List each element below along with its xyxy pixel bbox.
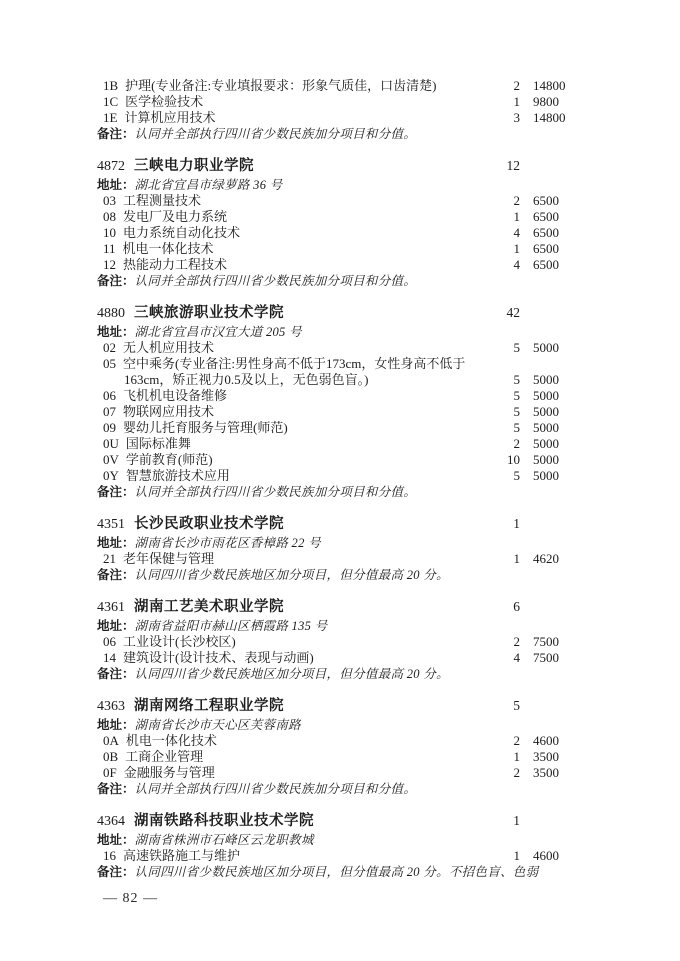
remark-label: 备注： [97,274,135,288]
major-tuition-fee: 6500 [533,257,559,272]
major-name-cell [97,209,490,225]
major-name: 学前教育(师范) [125,452,213,467]
major-tuition-fee: 5000 [533,420,559,435]
major-tuition-fee: 9800 [533,94,559,109]
institution-address-line [97,535,565,551]
major-name: 高速铁路施工与维护 [123,848,241,863]
major-row [97,193,565,209]
major-plan-count: 5 [513,372,520,387]
major-name: 婴幼儿托育服务与管理(师范) [123,420,288,435]
remark-line [97,666,565,682]
major-name-cell [97,241,490,257]
address-text: 湖南省益阳市赫山区栖霞路 135 号 [134,619,328,633]
major-code: 05 [103,356,116,371]
institution-address-line [97,717,565,733]
major-tuition-fee: 14800 [533,78,566,93]
major-code: 0F [103,765,117,780]
institution-code: 4880 [97,306,125,321]
institution-block [97,303,565,500]
institution-code: 4364 [97,814,125,829]
institution-plan-total: 5 [513,698,520,713]
major-name-cell [97,257,490,273]
institution-block [97,514,565,583]
major-row [97,468,565,484]
major-name: 电力系统自动化技术 [123,225,241,240]
major-tuition-fee: 4620 [533,551,559,566]
institution-header [97,811,565,830]
major-tuition-fee: 4600 [533,848,559,863]
major-row [97,733,565,749]
major-tuition-fee: 7500 [533,634,559,649]
major-plan-count: 4 [513,257,520,272]
institution-code: 4351 [97,517,125,532]
major-tuition-fee: 7500 [533,650,559,665]
major-code: 0Y [103,468,119,483]
institution-name: 湖南工艺美术职业学院 [134,599,284,615]
institution-plan-total: 1 [513,516,520,531]
major-tuition-fee: 5000 [533,436,559,451]
remark-label: 备注： [97,568,135,582]
major-name-cell [97,78,490,94]
remark-label: 备注： [97,127,135,141]
major-plan-count: 1 [513,241,520,256]
major-code: 21 [103,551,116,566]
major-name-cell [97,193,490,209]
major-tuition-fee: 5000 [533,388,559,403]
major-row [97,452,565,468]
institution-code: 4361 [97,600,125,615]
major-row [97,634,565,650]
institution-address-line [97,177,565,193]
major-code: 0V [103,452,119,467]
institution-block [97,156,565,289]
address-text: 湖北省宜昌市汉宜大道 205 号 [134,325,302,339]
address-text: 湖南省株洲市石峰区云龙职教城 [134,833,314,847]
institution-plan-total: 42 [506,305,520,320]
continued-institution-block [97,78,565,142]
institution-block [97,811,565,880]
major-tuition-fee: 4600 [533,733,559,748]
major-code: 1C [103,94,119,109]
major-name: 智慧旅游技术应用 [125,468,230,483]
address-text: 湖北省宜昌市绿萝路 36 号 [134,178,283,192]
major-tuition-fee: 5000 [533,372,559,387]
major-plan-count: 2 [513,733,520,748]
major-code: 06 [103,634,116,649]
address-label: 地址： [97,718,135,732]
major-plan-count: 5 [513,404,520,419]
address-label: 地址： [97,619,135,633]
remark-text: 认同并全部执行四川省少数民族加分项目和分值。 [134,485,417,499]
major-row [97,420,565,436]
remark-label: 备注： [97,485,135,499]
address-label: 地址： [97,536,135,550]
major-plan-count: 5 [513,468,520,483]
major-name: 金融服务与管理 [123,765,215,780]
major-name-cell [97,650,490,666]
major-code: 0B [103,749,119,764]
remark-line [97,126,565,142]
major-row [97,765,565,781]
remark-label: 备注： [97,782,135,796]
major-plan-count: 1 [513,749,520,764]
major-code: 16 [103,848,116,863]
major-name-cell [97,356,490,388]
major-code: 02 [103,340,116,355]
major-code: 1B [103,78,119,93]
major-row [97,340,565,356]
institution-header [97,303,565,322]
institution-name: 湖南铁路科技职业技术学院 [134,813,314,829]
major-tuition-fee: 14800 [533,110,566,125]
major-name-cell [97,420,490,436]
major-name-cell [97,340,490,356]
major-row [97,78,565,94]
major-plan-count: 4 [513,650,520,665]
remark-text: 认同并全部执行四川省少数民族加分项目和分值。 [134,274,417,288]
major-code: 0U [103,436,119,451]
major-name: 机电一体化技术 [122,241,214,256]
major-row [97,257,565,273]
institution-name: 三峡旅游职业技术学院 [134,305,284,321]
major-row [97,94,565,110]
major-tuition-fee: 5000 [533,340,559,355]
major-name: 发电厂及电力系统 [123,209,228,224]
major-name-cell [97,634,490,650]
major-tuition-fee: 6500 [533,225,559,240]
major-name: 机电一体化技术 [125,733,217,748]
major-tuition-fee: 3500 [533,765,559,780]
major-name: 物联网应用技术 [123,404,215,419]
major-name-cell [97,388,490,404]
major-plan-count: 2 [513,436,520,451]
major-name: 热能动力工程技术 [123,257,228,272]
remark-label: 备注： [97,865,135,879]
institution-address-line [97,324,565,340]
major-row [97,404,565,420]
major-code: 07 [103,404,116,419]
institution-header [97,597,565,616]
major-name: 空中乘务(专业备注:男性身高不低于173cm，女性身高不低于163cm，矫正视力0.5及以上，无色弱色盲。) [123,356,466,387]
institution-plan-total: 6 [513,599,520,614]
major-row [97,110,565,126]
institution-name: 湖南网络工程职业学院 [134,698,284,714]
major-row [97,436,565,452]
major-name: 工商企业管理 [125,749,204,764]
major-name-cell [97,468,490,484]
major-name: 无人机应用技术 [123,340,215,355]
major-plan-count: 3 [513,110,520,125]
institution-header [97,156,565,175]
major-row [97,356,565,388]
major-code: 09 [103,420,116,435]
major-row [97,749,565,765]
major-plan-count: 2 [513,78,520,93]
major-name: 老年保健与管理 [123,551,215,566]
major-name: 工业设计(长沙校区) [123,634,236,649]
major-code: 0A [103,733,119,748]
major-name: 计算机应用技术 [124,110,216,125]
institution-address-line [97,832,565,848]
institution-address-line [97,618,565,634]
major-tuition-fee: 5000 [533,404,559,419]
major-name-cell [97,765,490,781]
major-row [97,241,565,257]
major-row [97,209,565,225]
address-text: 湖南省长沙市雨花区香樟路 22 号 [134,536,321,550]
remark-line [97,567,565,583]
remark-line [97,273,565,289]
remark-text: 认同四川省少数民族地区加分项目，但分值最高 20 分。 [134,568,449,582]
remark-text: 认同并全部执行四川省少数民族加分项目和分值。 [134,127,417,141]
major-tuition-fee: 6500 [533,193,559,208]
major-name-cell [97,94,490,110]
major-plan-count: 1 [513,94,520,109]
institution-name: 三峡电力职业学院 [134,158,254,174]
major-plan-count: 5 [513,388,520,403]
major-plan-count: 4 [513,225,520,240]
remark-line [97,864,565,880]
major-plan-count: 2 [513,193,520,208]
remark-text: 认同并全部执行四川省少数民族加分项目和分值。 [134,782,417,796]
major-plan-count: 1 [513,848,520,863]
admissions-plan-list [97,78,565,880]
major-code: 08 [103,209,116,224]
major-name: 工程测量技术 [123,193,202,208]
major-name: 国际标准舞 [125,436,191,451]
major-name-cell [97,733,490,749]
address-text: 湖南省长沙市天心区芙蓉南路 [134,718,301,732]
major-row [97,848,565,864]
major-name-cell [97,225,490,241]
major-tuition-fee: 5000 [533,452,559,467]
remark-text: 认同四川省少数民族地区加分项目，但分值最高 20 分。 [134,667,449,681]
address-label: 地址： [97,833,135,847]
institution-plan-total: 12 [506,158,520,173]
major-name: 护理(专业备注:专业填报要求：形象气质佳，口齿清楚) [125,78,437,93]
major-tuition-fee: 6500 [533,209,559,224]
major-code: 11 [103,241,116,256]
major-plan-count: 2 [513,634,520,649]
major-name-cell [97,452,490,468]
institution-code: 4872 [97,159,125,174]
major-plan-count: 5 [513,340,520,355]
major-name-cell [97,404,490,420]
institution-block [97,696,565,797]
major-code: 12 [103,257,116,272]
major-code: 14 [103,650,116,665]
major-name: 医学检验技术 [125,94,204,109]
major-code: 03 [103,193,116,208]
major-name-cell [97,110,490,126]
page-number: — 82 — [103,891,158,906]
major-name-cell [97,749,490,765]
major-plan-count: 1 [513,551,520,566]
address-label: 地址： [97,325,135,339]
institution-header [97,514,565,533]
remark-line [97,484,565,500]
major-plan-count: 1 [513,209,520,224]
institution-header [97,696,565,715]
major-name: 建筑设计(设计技术、表现与动画) [123,650,314,665]
major-code: 06 [103,388,116,403]
major-code: 10 [103,225,116,240]
major-row [97,551,565,567]
institution-name: 长沙民政职业技术学院 [134,516,284,532]
major-plan-count: 10 [507,452,520,467]
major-plan-count: 5 [513,420,520,435]
major-code: 1E [103,110,118,125]
major-tuition-fee: 6500 [533,241,559,256]
address-label: 地址： [97,178,135,192]
remark-line [97,781,565,797]
major-name: 飞机机电设备维修 [123,388,228,403]
institution-code: 4363 [97,699,125,714]
major-row [97,650,565,666]
remark-label: 备注： [97,667,135,681]
major-row [97,388,565,404]
major-name-cell [97,436,490,452]
institution-block [97,597,565,682]
major-row [97,225,565,241]
institution-plan-total: 1 [513,813,520,828]
major-name-cell [97,551,490,567]
remark-text: 认同四川省少数民族地区加分项目，但分值最高 20 分。不招色盲、色弱 [134,865,539,879]
major-name-cell [97,848,490,864]
major-tuition-fee: 5000 [533,468,559,483]
major-plan-count: 2 [513,765,520,780]
major-tuition-fee: 3500 [533,749,559,764]
